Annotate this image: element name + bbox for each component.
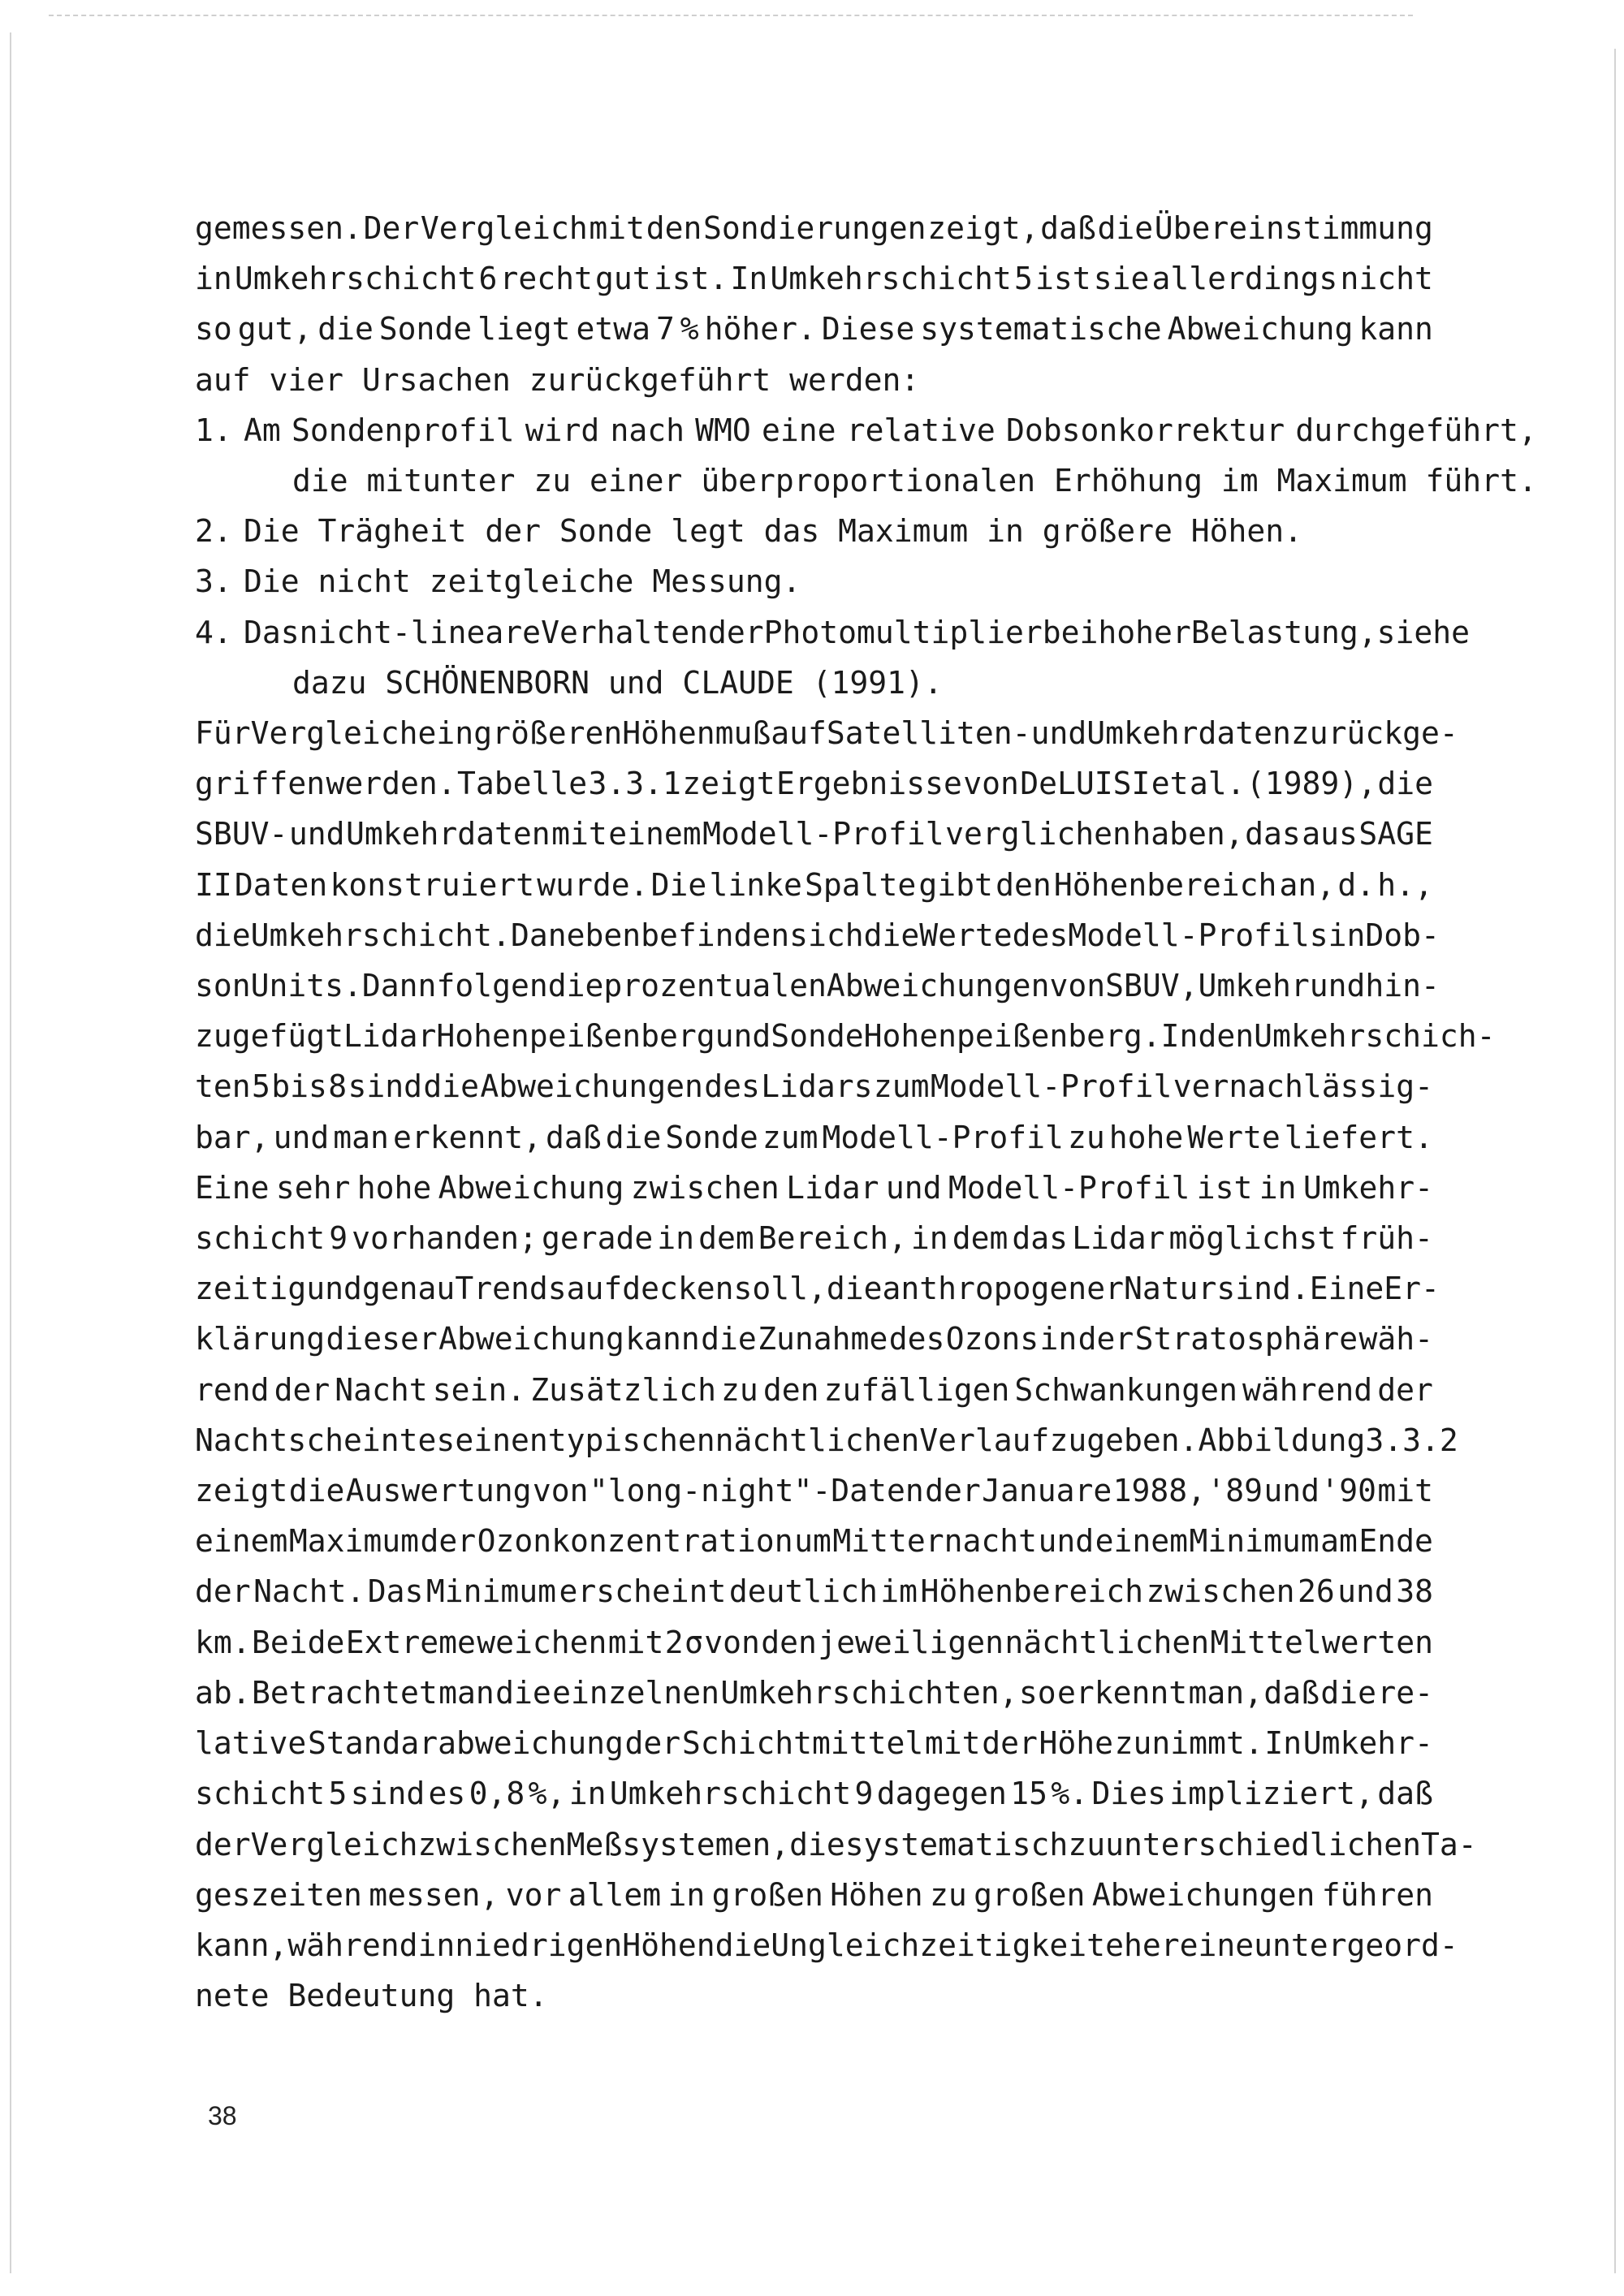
text-line: klärung dieser Abweichung kann die Zunahme des Ozons in der Stratosphäre wäh-: [195, 1321, 1433, 1357]
paragraph-2: [195, 708, 1496, 2021]
text-line: Für Vergleiche in größeren Höhen muß auf Satelliten- und Umkehrdaten zurückge-: [195, 715, 1458, 752]
text-line: rend der Nacht sein. Zusätzlich zu den zufälligen Schwankungen während der: [195, 1371, 1433, 1408]
list-item-text: [244, 556, 1433, 606]
text-line: der Nacht. Das Minimum erscheint deutlich im Höhenbereich zwischen 26 und 38: [195, 1573, 1433, 1610]
list-item-text: [244, 607, 1470, 708]
text-line: geszeiten messen, vor allem in großen Höhen zu großen Abweichungen führen: [195, 1876, 1433, 1913]
text-line: Die Trägheit der Sonde legt das Maximum in größere Höhen.: [244, 513, 1303, 550]
text-line: Nacht scheint es einen typischen nächtlichen Verlauf zu geben. Abbildung 3.3.2: [195, 1422, 1458, 1458]
text-line: der Vergleich zwischen Meßsystemen, die systematisch zu unterschiedlichen Ta-: [195, 1826, 1477, 1862]
paragraph-1: [195, 203, 1433, 405]
list-item-text: [244, 506, 1433, 556]
text-line: die mitunter zu einer überproportionalen Erhöhung im Maximum führt.: [292, 463, 1537, 499]
list-item: [195, 506, 1433, 556]
scan-right-edge: [1614, 49, 1616, 2273]
text-line: die Umkehrschicht. Daneben befinden sich die Werte des Modell-Profils in Dob-: [195, 917, 1440, 953]
text-line: son Units. Dann folgen die prozentualen Abweichungen von SBUV, Umkehr und hin-: [195, 968, 1440, 1004]
text-line: Am Sondenprofil wird nach WMO eine relative Dobsonkorrektur durchgeführt,: [244, 412, 1537, 448]
text-line: gemessen. Der Vergleich mit den Sondierungen zeigt, daß die Übereinstimmung: [195, 210, 1433, 246]
text-line: zeitig und genau Trends aufdecken soll, die anthropogener Natur sind. Eine Er-: [195, 1271, 1440, 1307]
text-line: zeigt die Auswertung von "long-night"-Daten der Januare 1988, '89 und '90 mit: [195, 1473, 1433, 1509]
scan-left-edge: [10, 32, 11, 2273]
text-line: II Daten konstruiert wurde. Die linke Spalte gibt den Höhenbereich an, d. h.,: [195, 866, 1433, 903]
text-line: griffen werden. Tabelle 3.3.1 zeigt Ergebnisse von DeLUISI et al. (1989), die: [195, 766, 1433, 802]
list-item-text: [244, 405, 1537, 506]
page-number: 38: [208, 2101, 237, 2130]
scan-top-border: [49, 15, 1413, 16]
list-number: 3.: [195, 563, 232, 600]
text-line: ab. Betrachtet man die einzelnen Umkehrschichten, so erkennt man, daß die re-: [195, 1674, 1433, 1711]
list-item: [195, 556, 1433, 606]
text-line: ten 5 bis 8 sind die Abweichungen des Lidars zum Modell-Profil vernachlässig-: [195, 1068, 1433, 1105]
text-line: einem Maximum der Ozonkonzentration um Mitternacht und einem Minimum am Ende: [195, 1523, 1433, 1560]
list-item: [195, 405, 1537, 506]
text-line: Eine sehr hohe Abweichung zwischen Lidar und Modell-Profil ist in Umkehr-: [195, 1169, 1433, 1206]
text-line: auf vier Ursachen zurückgeführt werden:: [195, 361, 920, 398]
list-number: 4.: [195, 614, 232, 650]
list-number: 2.: [195, 513, 232, 550]
text-line: dazu SCHÖNENBORN und CLAUDE (1991).: [292, 664, 943, 701]
text-line: so gut, die Sonde liegt etwa 7 % höher. Diese systematische Abweichung kann: [195, 311, 1433, 347]
text-line: schicht 9 vorhanden; gerade in dem Bereich, in dem das Lidar möglichst früh-: [195, 1220, 1433, 1257]
text-line: Das nicht-lineare Verhalten der Photomultiplier bei hoher Belastung, siehe: [244, 614, 1470, 650]
text-line: schicht 5 sind es 0,8 %, in Umkehrschicht 9 dagegen 15 %. Dies impliziert, daß: [195, 1776, 1433, 1812]
text-line: kann, während in niedrigen Höhen die Ungleichzeitigkeit eher eine untergeord-: [195, 1927, 1458, 1963]
text-line: bar, und man erkennt, daß die Sonde zum Modell-Profil zu hohe Werte liefert.: [195, 1119, 1433, 1155]
text-line: in Umkehrschicht 6 recht gut ist. In Umkehrschicht 5 ist sie allerdings nicht: [195, 261, 1433, 297]
list-item: [195, 607, 1470, 708]
text-line: lative Standarabweichung der Schichtmittel mit der Höhe zunimmt. In Umkehr-: [195, 1725, 1433, 1762]
body-text: [195, 203, 1537, 2021]
cause-list: [195, 405, 1537, 708]
text-line: SBUV- und Umkehrdaten mit einem Modell-Profil verglichen haben, das aus SAGE: [195, 816, 1433, 852]
text-line: zugefügt Lidar Hohenpeißenberg und Sonde Hohenpeißenberg. In den Umkehrschich-: [195, 1018, 1496, 1055]
list-number: 1.: [195, 412, 232, 448]
text-line: km. Beide Extreme weichen mit 2 σ von den jeweiligen nächtlichen Mittelwerten: [195, 1624, 1433, 1660]
text-line: Die nicht zeitgleiche Messung.: [244, 563, 801, 600]
text-line: nete Bedeutung hat.: [195, 1978, 548, 2014]
